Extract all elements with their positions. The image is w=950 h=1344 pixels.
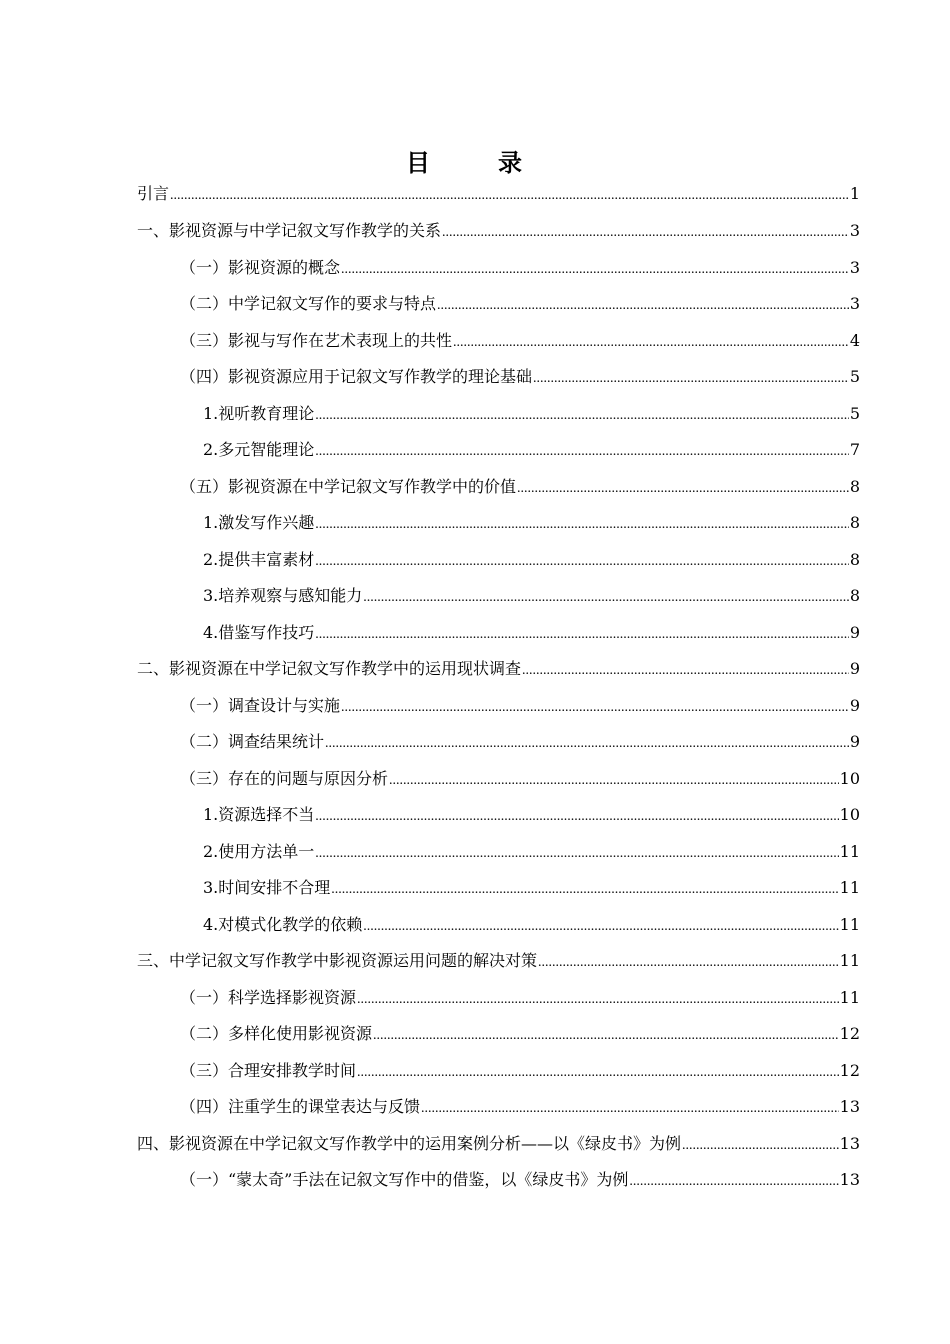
toc-page-number: 9 — [849, 659, 860, 678]
toc-page-number: 3 — [849, 221, 860, 240]
toc-entry[interactable] — [180, 1167, 860, 1193]
dot-leader — [315, 841, 838, 867]
toc-page-number: 13 — [839, 1097, 860, 1116]
toc-entry-text: （四）注重学生的课堂表达与反馈 — [180, 1097, 421, 1116]
dot-leader — [315, 622, 849, 648]
dot-leader — [363, 914, 838, 940]
dot-leader — [373, 1023, 839, 1049]
dot-leader — [421, 1096, 839, 1122]
dot-leader — [315, 512, 849, 538]
toc-entry-text: 2.提供丰富素材 — [203, 550, 315, 569]
toc-entry[interactable] — [180, 328, 860, 354]
toc-page-number: 12 — [839, 1024, 860, 1043]
dot-leader — [331, 877, 838, 903]
toc-page-number: 7 — [849, 440, 860, 459]
toc-title: 目 录 — [406, 148, 544, 177]
toc-page-number: 8 — [849, 477, 860, 496]
toc-page-number: 10 — [839, 769, 860, 788]
toc-entry[interactable] — [203, 839, 860, 865]
toc-entry[interactable] — [203, 620, 860, 646]
toc-entry-text: 一、影视资源与中学记叙文写作教学的关系 — [137, 221, 442, 240]
toc-entry[interactable] — [180, 255, 860, 281]
dot-leader — [538, 950, 839, 976]
toc-page-number: 12 — [839, 1061, 860, 1080]
toc-entry[interactable] — [180, 1021, 860, 1047]
dot-leader — [453, 330, 849, 356]
dot-leader — [442, 220, 849, 246]
toc-page-number: 1 — [849, 184, 860, 203]
dot-leader — [170, 183, 849, 209]
toc-entry-text: 1.视听教育理论 — [203, 404, 315, 423]
toc-page-number: 11 — [839, 878, 860, 897]
toc-entry[interactable] — [203, 912, 860, 938]
toc-entry-text: （三）存在的问题与原因分析 — [180, 769, 389, 788]
toc-entry-text: 4.借鉴写作技巧 — [203, 623, 315, 642]
dot-leader — [682, 1133, 839, 1159]
toc-entry[interactable] — [137, 1131, 860, 1157]
toc-entry[interactable] — [137, 948, 860, 974]
toc-page-number: 8 — [849, 513, 860, 532]
toc-entry[interactable] — [137, 181, 860, 207]
toc-entry-text: （一）科学选择影视资源 — [180, 988, 357, 1007]
toc-entry-text: （三）合理安排教学时间 — [180, 1061, 357, 1080]
toc-page-number: 8 — [849, 586, 860, 605]
toc-entry[interactable] — [137, 218, 860, 244]
toc-page-number: 3 — [849, 294, 860, 313]
dot-leader — [315, 804, 838, 830]
toc-entry-text: 2.使用方法单一 — [203, 842, 315, 861]
toc-entry[interactable] — [180, 729, 860, 755]
toc-entry[interactable] — [203, 547, 860, 573]
toc-entry-text: （三）影视与写作在艺术表现上的共性 — [180, 331, 453, 350]
toc-entry[interactable] — [203, 875, 860, 901]
toc-entry[interactable] — [203, 802, 860, 828]
toc-entry-text: 2.多元智能理论 — [203, 440, 315, 459]
toc-page-number: 11 — [839, 915, 860, 934]
toc-page-number: 13 — [839, 1134, 860, 1153]
toc-page-number: 5 — [849, 367, 860, 386]
dot-leader — [341, 695, 849, 721]
dot-leader — [522, 658, 849, 684]
toc-entry[interactable] — [180, 1058, 860, 1084]
dot-leader — [315, 549, 849, 575]
toc-page-number: 8 — [849, 550, 860, 569]
dot-leader — [363, 585, 849, 611]
dot-leader — [437, 293, 849, 319]
toc-entry[interactable] — [203, 437, 860, 463]
toc-page-number: 4 — [849, 331, 860, 350]
dot-leader — [325, 731, 849, 757]
toc-entry-text: （一）“蒙太奇”手法在记叙文写作中的借鉴，以《绿皮书》为例 — [180, 1170, 629, 1189]
toc-entry-text: （一）调查设计与实施 — [180, 696, 341, 715]
dot-leader — [629, 1169, 838, 1195]
toc-entry[interactable] — [180, 291, 860, 317]
dot-leader — [315, 403, 849, 429]
toc-entry-text: （二）中学记叙文写作的要求与特点 — [180, 294, 437, 313]
toc-entry[interactable] — [203, 583, 860, 609]
dot-leader — [517, 476, 849, 502]
toc-entry-text: 三、中学记叙文写作教学中影视资源运用问题的解决对策 — [137, 951, 538, 970]
toc-entry[interactable] — [137, 656, 860, 682]
toc-page-number: 10 — [839, 805, 860, 824]
toc-page-number: 11 — [839, 951, 860, 970]
toc-entry-text: （二）调查结果统计 — [180, 732, 325, 751]
toc-entry-text: 引言 — [137, 184, 170, 203]
toc-entry-text: 4.对模式化教学的依赖 — [203, 915, 363, 934]
toc-entry[interactable] — [180, 766, 860, 792]
toc-entry-text: （四）影视资源应用于记叙文写作教学的理论基础 — [180, 367, 533, 386]
toc-entry-text: 四、影视资源在中学记叙文写作教学中的运用案例分析——以《绿皮书》为例 — [137, 1134, 682, 1153]
toc-entry-text: 1.资源选择不当 — [203, 805, 315, 824]
toc-page-number: 9 — [849, 623, 860, 642]
toc-page-number: 9 — [849, 696, 860, 715]
dot-leader — [315, 439, 849, 465]
toc-entry-text: 3.培养观察与感知能力 — [203, 586, 363, 605]
toc-entry[interactable] — [180, 474, 860, 500]
toc-entry-text: 1.激发写作兴趣 — [203, 513, 315, 532]
toc-entry-text: （一）影视资源的概念 — [180, 258, 341, 277]
toc-page-number: 3 — [849, 258, 860, 277]
toc-page-number: 9 — [849, 732, 860, 751]
toc-entry-text: （二）多样化使用影视资源 — [180, 1024, 373, 1043]
dot-leader — [357, 987, 839, 1013]
toc-page-number: 11 — [839, 842, 860, 861]
toc-entry[interactable] — [203, 510, 860, 536]
toc-page-number: 5 — [849, 404, 860, 423]
toc-page-number: 13 — [839, 1170, 860, 1189]
toc-entry-text: （五）影视资源在中学记叙文写作教学中的价值 — [180, 477, 517, 496]
toc-entry[interactable] — [180, 693, 860, 719]
dot-leader — [357, 1060, 839, 1086]
toc-entry[interactable] — [203, 401, 860, 427]
toc-entry[interactable] — [180, 1094, 860, 1120]
dot-leader — [341, 257, 849, 283]
toc-entry-text: 3.时间安排不合理 — [203, 878, 331, 897]
toc-page-number: 11 — [839, 988, 860, 1007]
dot-leader — [389, 768, 839, 794]
toc-entry[interactable] — [180, 985, 860, 1011]
dot-leader — [533, 366, 849, 392]
toc-entry-text: 二、影视资源在中学记叙文写作教学中的运用现状调查 — [137, 659, 522, 678]
toc-entry[interactable] — [180, 364, 860, 390]
